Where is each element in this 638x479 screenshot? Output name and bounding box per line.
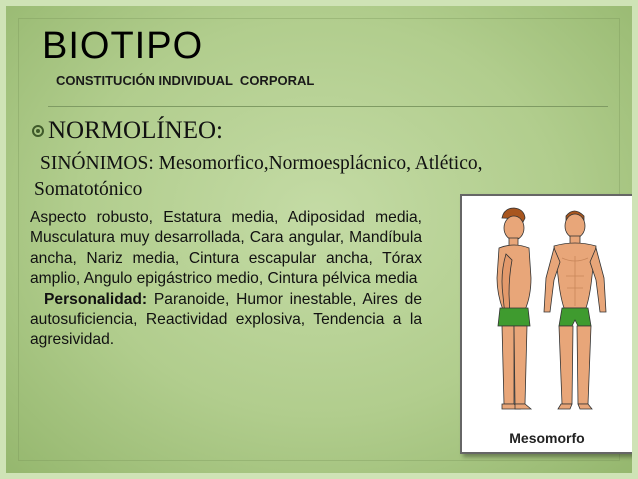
section-heading: NORMOLÍNEO: — [48, 117, 223, 144]
body-description: Aspecto robusto, Estatura media, Adiposidad media, Musculatura muy desarrollada, Cara angular, Mandíbula ancha, Nariz media, Cintura escapular ancha, Tórax amplio, Angulo epigástrico medio, Cintura pélvica media — [30, 209, 422, 288]
personality-label: Personalidad: — [44, 290, 148, 308]
slide-title: BIOTIPO — [42, 25, 204, 67]
side-view-figure — [497, 208, 531, 409]
mesomorph-illustration — [462, 196, 632, 452]
ring-bullet-icon — [32, 125, 44, 137]
slide-subtitle: CONSTITUCIÓN INDIVIDUAL CORPORAL — [56, 73, 315, 88]
synonyms-line-1: SINÓNIMOS: Mesomorfico,Normoesplácnico, Atlético, — [40, 153, 483, 174]
front-view-figure — [544, 211, 606, 409]
personality-paragraph — [30, 290, 422, 351]
description-block — [30, 208, 422, 351]
section-heading-row — [32, 116, 223, 146]
personality-text: Paranoide, Humor inestable, Aires de autosuficiencia, Reactividad explosiva, Tendencia a la agresividad. — [30, 290, 422, 349]
title-divider — [48, 106, 608, 107]
mesomorph-figure — [460, 194, 634, 454]
synonyms-line-2: Somatotónico — [34, 179, 143, 200]
figure-caption: Mesomorfo — [509, 430, 585, 446]
